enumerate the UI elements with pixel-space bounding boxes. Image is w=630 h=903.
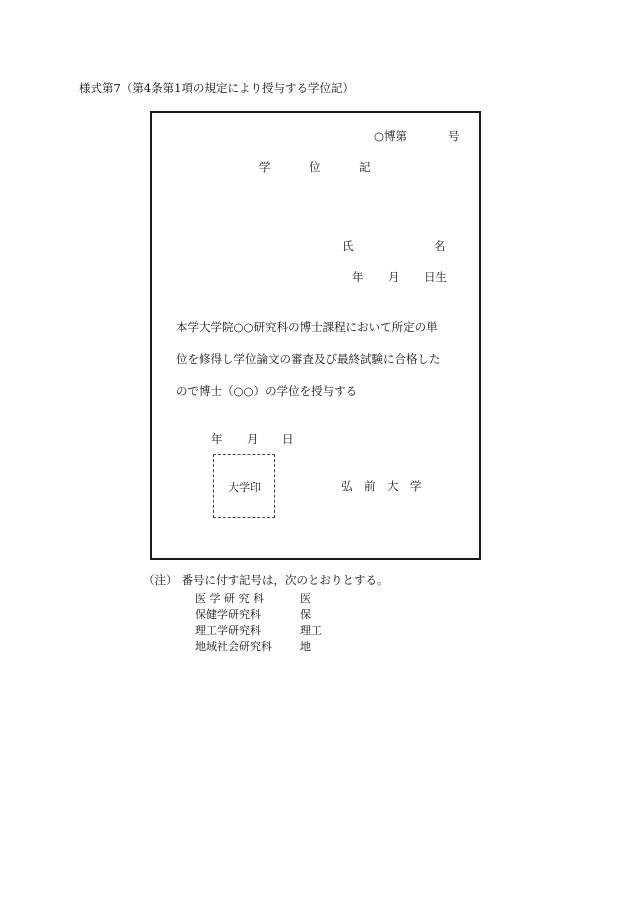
note-line	[143, 572, 389, 588]
body-line-1: 本学大学院○○研究科の博士課程において所定の単	[176, 320, 438, 334]
award-day-label: 日	[282, 432, 294, 446]
note-school-4: 地域社会研究科	[195, 640, 272, 653]
diploma-title-char-1: 学	[259, 160, 271, 174]
note-school-3: 理工学研究科	[195, 624, 261, 637]
birth-month-label: 月	[388, 270, 400, 284]
university-char-2: 前	[364, 479, 376, 493]
note-school-1: 医 学 研 究 科	[195, 592, 264, 605]
name-label-char-2: 名	[434, 239, 446, 253]
note-heading: （注）	[143, 573, 178, 587]
award-year-label: 年	[211, 432, 223, 446]
name-label-char-1: 氏	[342, 239, 354, 253]
diploma-number-label: ○博第	[374, 129, 408, 143]
university-seal-box	[213, 454, 275, 518]
diploma-title-char-3: 記	[359, 160, 371, 174]
university-char-1: 弘	[341, 479, 353, 493]
university-char-3: 大	[387, 479, 399, 493]
body-line-3: ので博士（○○）の学位を授与する	[176, 384, 358, 398]
diploma-number-suffix: 号	[448, 129, 460, 143]
note-code-1: 医	[300, 592, 311, 605]
diploma-frame	[150, 111, 481, 560]
birth-day-label: 日生	[424, 270, 447, 284]
note-code-4: 地	[300, 640, 311, 653]
note-code-3: 理工	[300, 624, 322, 637]
birth-year-label: 年	[352, 270, 364, 284]
university-char-4: 学	[410, 479, 422, 493]
note-code-2: 保	[300, 608, 311, 621]
form-heading: 様式第7（第4条第1項の規定により授与する学位記）	[79, 81, 354, 95]
diploma-title-char-2: 位	[309, 160, 321, 174]
body-line-2: 位を修得し学位論文の審査及び最終試験に合格した	[176, 352, 441, 366]
university-seal-label: 大学印	[228, 481, 261, 494]
award-month-label: 月	[247, 432, 259, 446]
note-school-2: 保健学研究科	[195, 608, 261, 621]
note-text: 番号に付す記号は，次のとおりとする。	[181, 573, 389, 587]
